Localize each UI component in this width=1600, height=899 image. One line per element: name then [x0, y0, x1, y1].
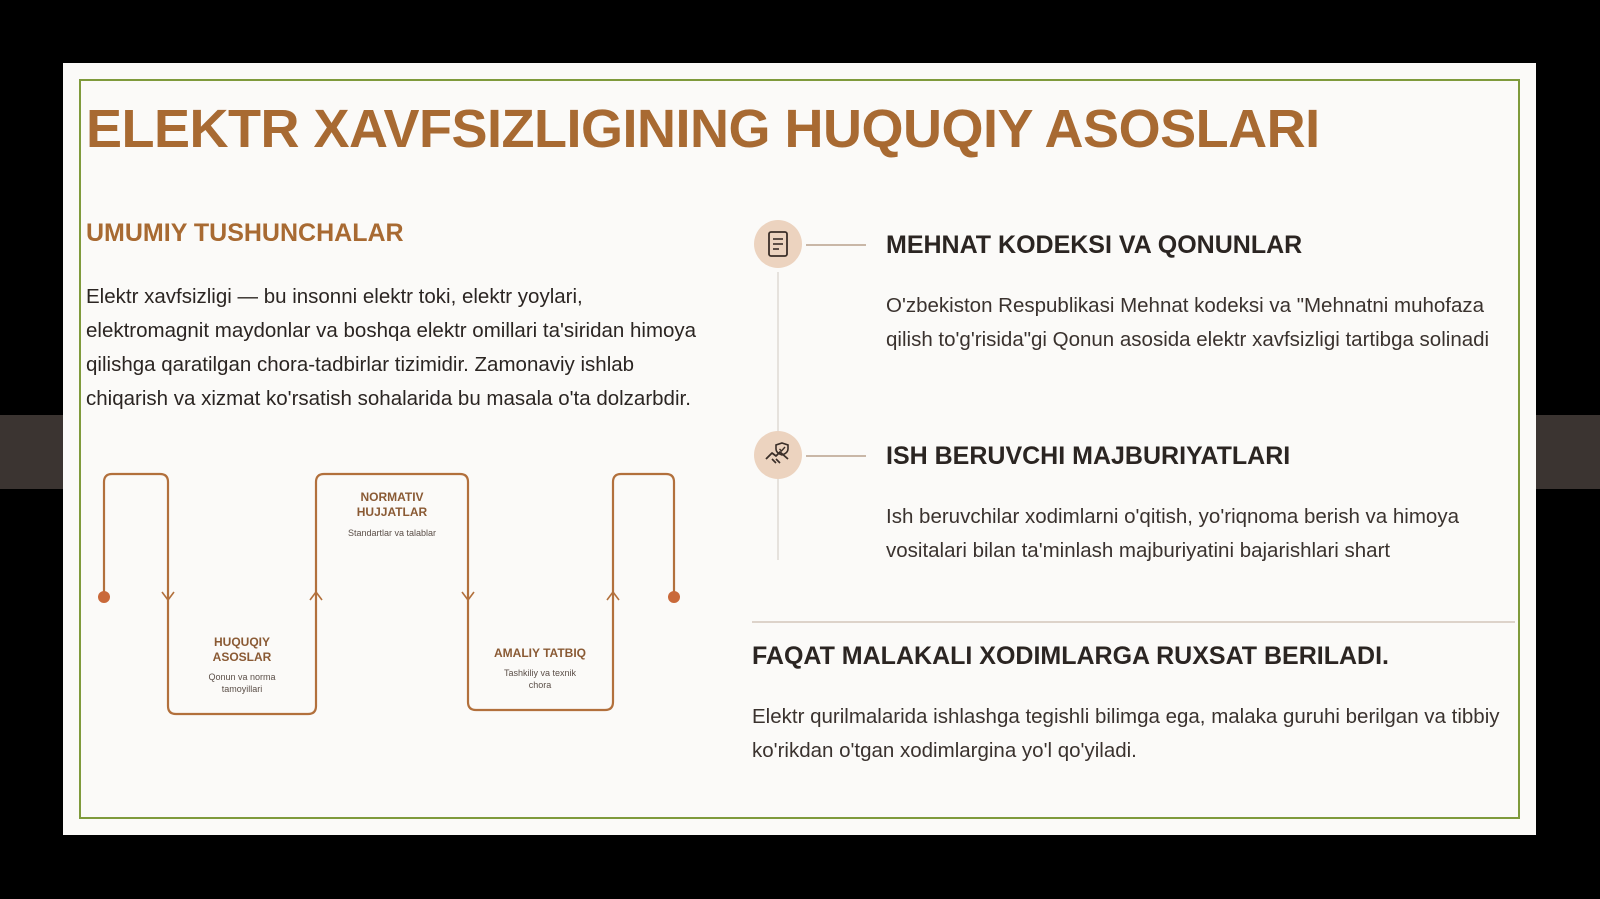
stage3-desc-1: Tashkiliy va texnik — [503, 668, 577, 678]
stage3-title-1: AMALIY TATBIQ — [494, 646, 586, 660]
handshake-shield-icon — [762, 439, 794, 471]
section-divider — [752, 621, 1515, 623]
flow-end-dot — [668, 591, 680, 603]
document-icon — [763, 229, 793, 259]
section-subtitle: UMUMIY TUSHUNCHALAR — [86, 219, 404, 247]
timeline-connector-1 — [806, 244, 866, 246]
stage1-title-1: HUQUQIY — [213, 635, 271, 649]
slide-title: ELEKTR XAVFSIZLIGINING HUQUQIY ASOSLARI — [86, 99, 1320, 159]
timeline-line — [777, 272, 779, 560]
stage1-desc-2: tamoyillari — [221, 684, 263, 694]
item-text-1: O'zbekiston Respublikasi Mehnat kodeksi va "Mehnatni muhofaza qilish to'g'risida"gi Qonun asosida elektr xavfsizligi tartibga solinadi — [886, 294, 1490, 351]
flow-start-dot — [98, 591, 110, 603]
item-heading-1: MEHNAT KODEKSI VA QONUNLAR — [886, 231, 1303, 259]
timeline-connector-2 — [806, 455, 866, 457]
stage2-desc-1: Standartlar va talablar — [347, 528, 437, 538]
stage2-title-2: HUJJATLAR — [356, 505, 428, 519]
item-heading-2: ISH BERUVCHI MAJBURIYATLARI — [886, 442, 1291, 470]
stage1-title-2: ASOSLAR — [212, 650, 272, 664]
item-text-2: Ish beruvchilar xodimlarni o'qitish, yo'riqnoma berish va himoya vositalari bilan ta'minlash majburiyatini bajarishlari shart — [886, 505, 1459, 562]
timeline-node-1 — [754, 220, 802, 268]
callout-text: Elektr qurilmalarida ishlashga tegishli bilimga ega, malaka guruhi berilgan va tibbiy ko'rikdan o'tgan xodimlargina yo'l qo'yiladi. — [752, 705, 1500, 762]
stage2-title-1: NORMATIV — [360, 490, 424, 504]
stage1-desc-1: Qonun va norma — [208, 672, 276, 682]
callout-heading: FAQAT MALAKALI XODIMLARGA RUXSAT BERILADI. — [752, 642, 1389, 670]
timeline-node-2 — [754, 431, 802, 479]
stage3-desc-2: chora — [528, 680, 552, 690]
intro-paragraph: Elektr xavfsizligi — bu insonni elektr toki, elektr yoylari, elektromagnit maydonlar va boshqa elektr omillari ta'siridan himoya qilishga qaratilgan chora-tadbirlar tizimidir. Zamonaviy ishlab chiqarish va xizmat ko'rsatish sohalarida bu masala o'ta dolzarbdir. — [86, 285, 697, 410]
process-flow-diagram — [90, 470, 700, 740]
